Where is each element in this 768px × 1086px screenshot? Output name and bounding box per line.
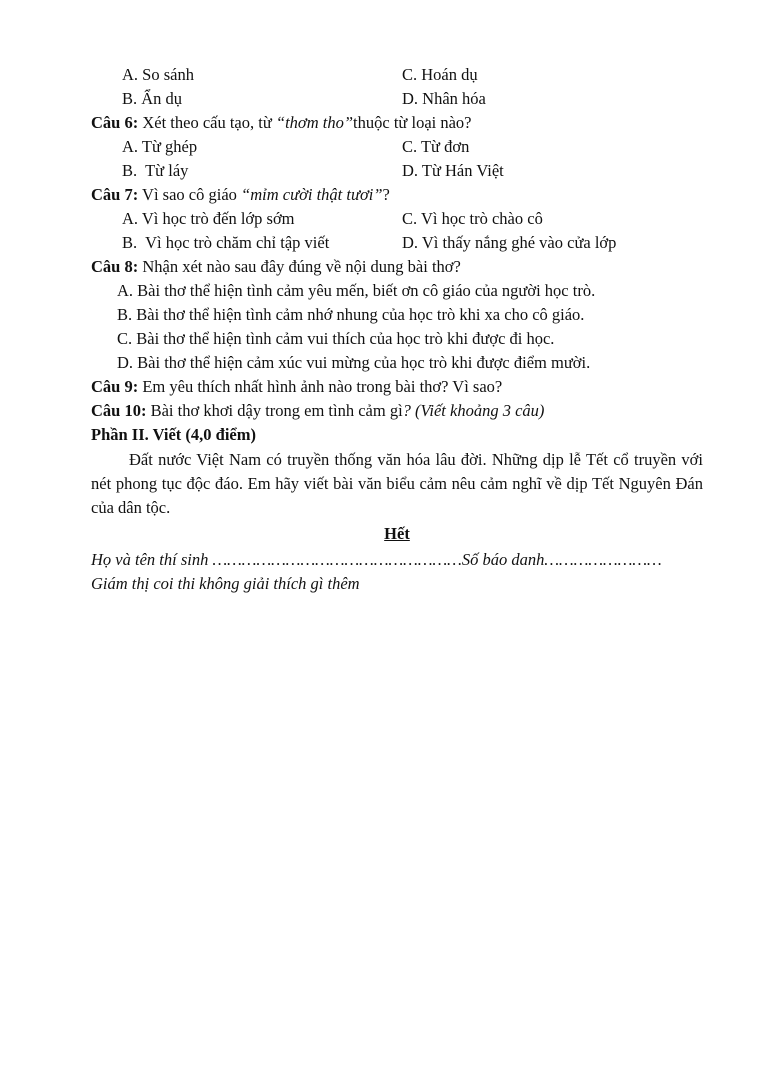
q10-note: ? (Viết khoảng 3 câu) xyxy=(402,401,545,420)
candidate-info-line xyxy=(91,548,703,572)
q7-options-row-2 xyxy=(91,231,703,255)
q7-option-c: C. Vì học trò chào cô xyxy=(402,209,543,228)
q7-option-d: D. Vì thấy nắng ghé vào cửa lớp xyxy=(402,233,617,252)
question-6 xyxy=(91,111,703,135)
part2-heading xyxy=(91,423,703,447)
q7-option-b: B. Vì học trò chăm chỉ tập viết xyxy=(122,233,330,252)
q5-option-d: D. Nhân hóa xyxy=(402,89,486,108)
q7-label: Câu 7: xyxy=(91,185,139,204)
q7-text-after: ? xyxy=(382,185,390,204)
q6-options-row-2 xyxy=(91,159,703,183)
q7-text-before: Vì sao cô giáo xyxy=(138,185,242,204)
q6-quote: “thơm tho” xyxy=(275,113,354,132)
q7-options-row-1 xyxy=(91,207,703,231)
part2-paragraph: Đất nước Việt Nam có truyền thống văn hóa lâu đời. Những dịp lễ Tết cổ truyền với nét phong tục độc đáo. Em hãy viết bài văn biểu cảm nêu cảm nghĩ về dịp Tết Nguyên Đán của dân tộc. xyxy=(91,450,703,517)
q8-option-c: C. Bài thơ thể hiện tình cảm vui thích của học trò khi được đi học. xyxy=(117,329,555,348)
part2-heading-text: Phần II. Viết (4,0 điểm) xyxy=(91,425,256,444)
question-7 xyxy=(91,183,703,207)
candidate-name-field: Họ và tên thí sinh …………………………………………… xyxy=(91,550,462,569)
q7-option-a: A. Vì học trò đến lớp sớm xyxy=(122,209,295,228)
exam-content xyxy=(91,63,703,596)
q9-label: Câu 9: xyxy=(91,377,139,396)
q8-option-d: D. Bài thơ thể hiện cảm xúc vui mừng của học trò khi được điểm mười. xyxy=(117,353,591,372)
q6-text-before: Xét theo cấu tạo, từ xyxy=(138,113,276,132)
question-8 xyxy=(91,255,703,279)
question-9 xyxy=(91,375,703,399)
q5-option-b: B. Ẩn dụ xyxy=(122,89,183,108)
proctor-note: Giám thị coi thi không giải thích gì thêm xyxy=(91,574,360,593)
q5-option-a: A. So sánh xyxy=(122,65,194,84)
q6-options-row-1 xyxy=(91,135,703,159)
candidate-id-field: Số báo danh…………………… xyxy=(461,550,662,569)
q6-option-a: A. Từ ghép xyxy=(122,137,198,156)
q5-option-c: C. Hoán dụ xyxy=(402,65,478,84)
q8-option-b: B. Bài thơ thể hiện tình cảm nhớ nhung của học trò khi xa cho cô giáo. xyxy=(117,305,585,324)
end-mark: Hết xyxy=(384,524,410,543)
q8-option-a: A. Bài thơ thể hiện tình cảm yêu mến, biết ơn cô giáo của người học trò. xyxy=(117,281,596,300)
q10-label: Câu 10: xyxy=(91,401,147,420)
q7-quote: “mỉm cười thật tươi” xyxy=(241,185,383,204)
q5-options-row-1 xyxy=(91,63,703,87)
q9-text: Em yêu thích nhất hình ảnh nào trong bài thơ? Vì sao? xyxy=(138,377,503,396)
question-10 xyxy=(91,399,703,423)
q8-label: Câu 8: xyxy=(91,257,139,276)
q6-option-c: C. Từ đơn xyxy=(402,137,470,156)
q6-option-d: D. Từ Hán Việt xyxy=(402,161,504,180)
q10-text: Bài thơ khơi dậy trong em tình cảm gì xyxy=(146,401,403,420)
q5-options-row-2 xyxy=(91,87,703,111)
q6-label: Câu 6: xyxy=(91,113,139,132)
q8-text: Nhận xét nào sau đây đúng về nội dung bài thơ? xyxy=(138,257,461,276)
q6-text-after: thuộc từ loại nào? xyxy=(353,113,472,132)
q6-option-b: B. Từ láy xyxy=(122,161,189,180)
